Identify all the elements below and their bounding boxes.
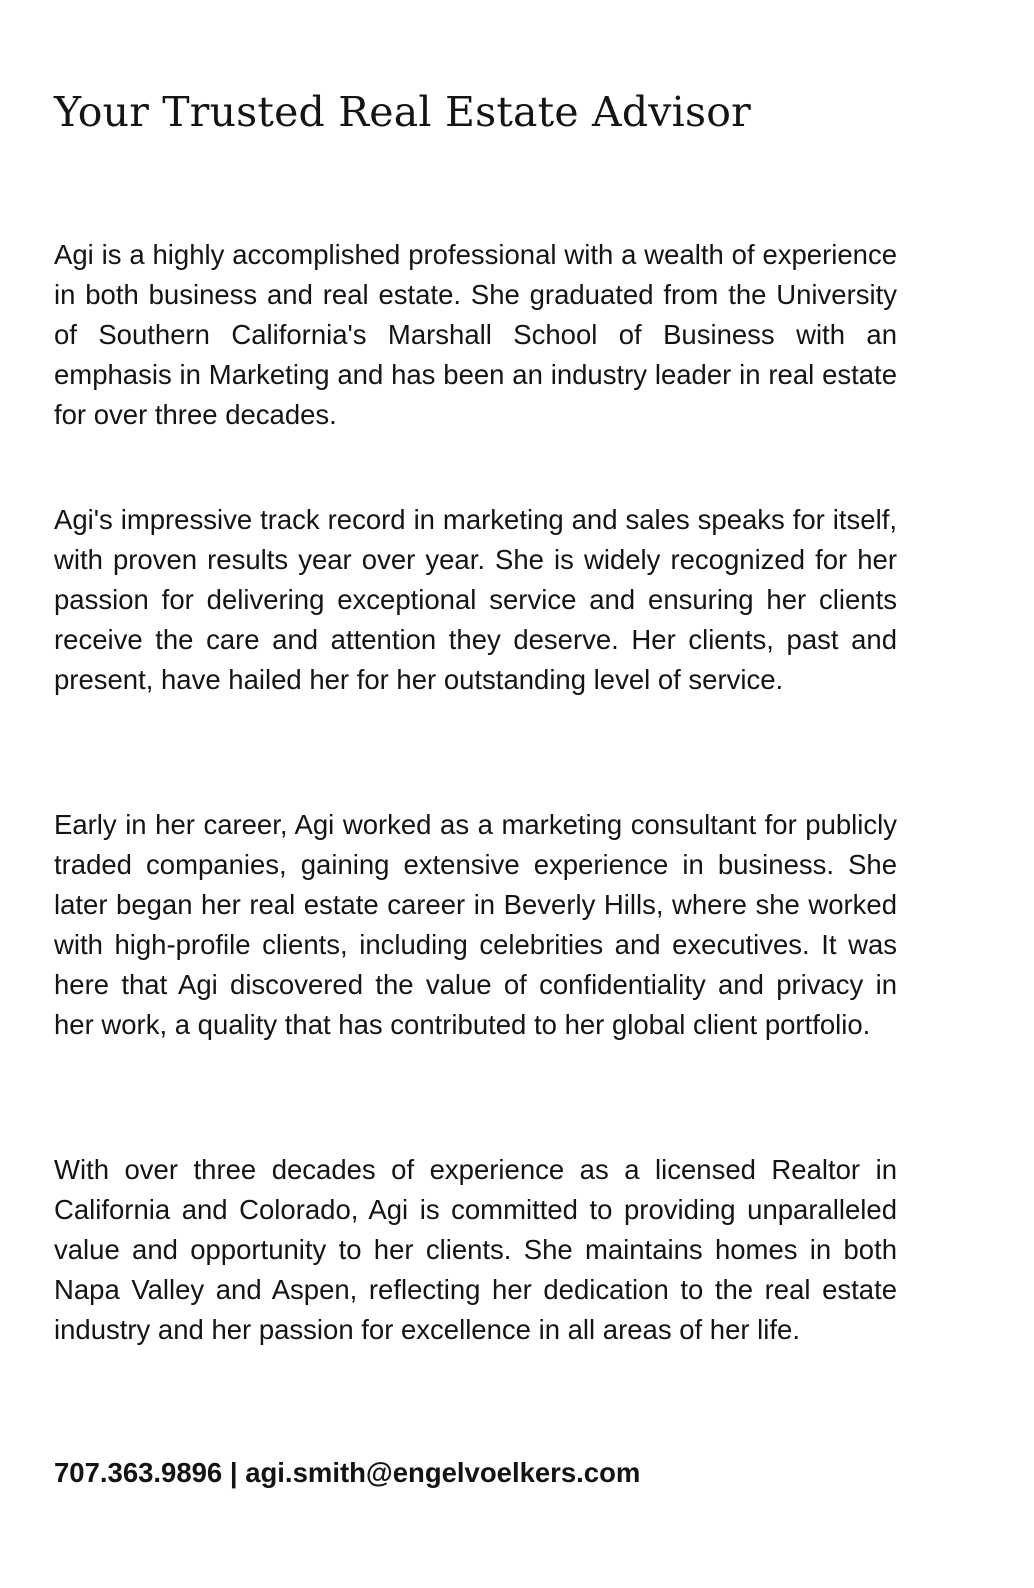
contact-info: 707.363.9896 | agi.smith@engelvoelkers.com: [54, 1457, 641, 1488]
bio-paragraph-track-record: Agi's impressive track record in marketing and sales speaks for itself, with proven results year over year. She is widely recognized for her passion for delivering exceptional service and ensuring her clients receive the care and attention they deserve. Her clients, past and present, have hailed her for her outstanding level of service.: [54, 504, 897, 695]
bio-paragraph-early-career: Early in her career, Agi worked as a marketing consultant for publicly traded companies, gaining extensive experience in business. She later began her real estate career in Beverly Hills, where she worked with high-profile clients, including celebrities and executives. It was here that Agi discovered the value of confidentiality and privacy in her work, a quality that has contributed to her global client portfolio.: [54, 809, 897, 1040]
page-title: Your Trusted Real Estate Advisor: [54, 88, 751, 136]
bio-paragraph-education: Agi is a highly accomplished professional with a wealth of experience in both business and real estate. She graduated from the University of Southern California's Marshall School of Business with an emphasis in Marketing and has been an industry leader in real estate for over three decades.: [54, 239, 897, 430]
bio-paragraph-experience: With over three decades of experience as a licensed Realtor in California and Colorado, Agi is committed to providing unparalleled value and opportunity to her clients. She maintains homes in both Napa Valley and Aspen, reflecting her dedication to the real estate industry and her passion for excellence in all areas of her life.: [54, 1154, 897, 1345]
